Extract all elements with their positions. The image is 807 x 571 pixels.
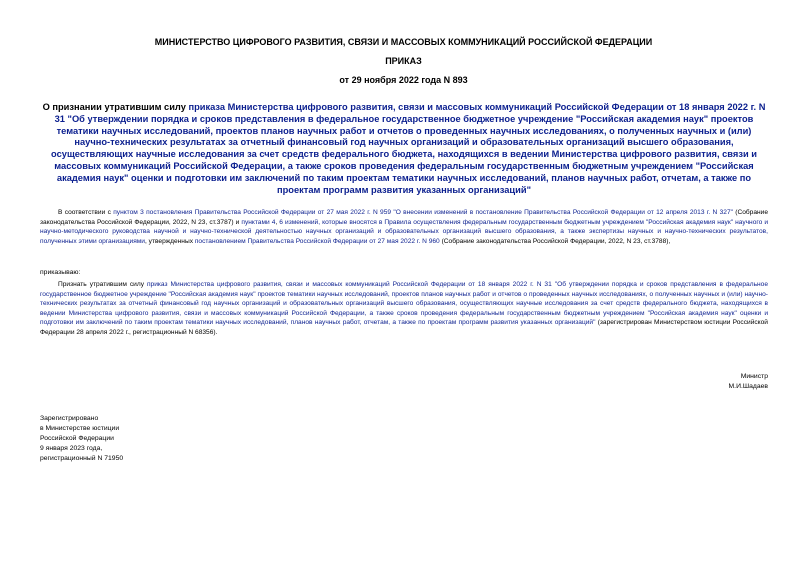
registration-line: регистрационный N 71950 (40, 455, 124, 462)
preamble-text-3: , (275, 218, 280, 226)
order-text-1: Признать утратившим силу (58, 281, 147, 288)
registration-block (40, 414, 123, 464)
title-link[interactable]: приказа Министерства цифрового развития, связи и массовых коммуникаций Российской Федерации от 18 января 2022 г. N 31 "Об утверждении порядка и сроков представления в федеральное государственное бюджетное учреждение "Российская академия наук" проектов тематики научных исследований, проектов планов научных работ и отчетов о проведенных научных исследованиях, о полученных научных и (или) научно-технических результатах за отчетный финансовый год научных организаций и образовательных организаций высшего образования, осуществляющих научные исследования за счет средств федерального бюджета, находящихся в ведении Министерства цифрового развития, связи и массовых коммуникаций Российской Федерации, а также сроков проведения федеральным государственным бюджетным учреждением "Российская академия наук" оценки и подготовки им заключений по таким проектам тематики научных исследований, планов научных работ, отчетам, а также по проектам программ развития указанных организаций" (51, 102, 766, 195)
document-title (40, 102, 768, 196)
preamble-paragraph (40, 208, 768, 246)
preamble-link-3[interactable]: 6 изменений, которые вносятся в Правила осуществления федеральным государственным бюджетным учреждением "Российская академия наук" научного и научно-методического руководства научной и научно-технической деятельностью научных организаций и образовательных организаций высшего образования, а также экспертизы научных и научно-технических результатов, полученных этими организациями (40, 218, 769, 245)
title-prefix: О признании утратившим силу (42, 102, 189, 112)
registration-line: 9 января 2023 года, (40, 445, 103, 452)
signature-position: Министр (740, 373, 768, 380)
date-number-heading: от 29 ноября 2022 года N 893 (339, 75, 468, 85)
registration-line: Зарегистрировано (40, 415, 99, 422)
registration-line: Российской Федерации (40, 435, 114, 442)
registration-line: в Министерстве юстиции (40, 425, 120, 432)
doc-type-heading: ПРИКАЗ (385, 56, 422, 66)
preamble-text-5: (Собрание законодательства Российской Федерации, 2022, N 23, ст.3788), (439, 237, 671, 245)
order-word: приказываю: (40, 269, 81, 276)
order-text-2: (зарегистрирован Министерством юстиции Российской Федерации 28 апреля 2022 г., регистрационный N 68356). (40, 319, 768, 336)
signature-name: М.И.Шадаев (728, 383, 768, 390)
ministry-heading: МИНИСТЕРСТВО ЦИФРОВОГО РАЗВИТИЯ, СВЯЗИ И МАССОВЫХ КОММУНИКАЦИЙ РОССИЙСКОЙ ФЕДЕРАЦИИ (154, 37, 653, 47)
preamble-link-2[interactable]: пунктами 4 (241, 218, 276, 226)
order-paragraph (40, 280, 768, 338)
preamble-link-4[interactable]: постановлением Правительства Российской Федерации от 27 мая 2022 г. N 960 (194, 237, 440, 245)
order-link[interactable]: приказ Министерства цифрового развития, связи и массовых коммуникаций Российской Федерации от 18 января 2022 г. N 31 "Об утверждении порядка и сроков представления в федеральное государственное бюджетное учреждение "Российская академия наук" проектов тематики научных исследований, проектов планов научных работ и отчетов о проведенных научных исследованиях, о полученных научных и (или) научно-технических результатах за отчетный финансовый год научных организаций и образовательных организаций высшего образования, осуществляющих научные исследования за счет средств федерального бюджета, находящихся в ведении Министерства цифрового развития, связи и массовых коммуникаций Российской Федерации, а также сроков проведения федеральным государственным бюджетным учреждением "Российская академия наук" оценки и подготовки им заключений по таким проектам тематики научных исследований, планов научных работ, отчетам, а также по проектам программ развития указанных организаций" (40, 281, 768, 327)
preamble-link-1[interactable]: пунктом 3 постановления Правительства Российской Федерации от 27 мая 2022 г. N 959 "О внесении изменений в постановление Правительства Российской Федерации от 12 апреля 2013 г. N 327" (113, 209, 733, 216)
preamble-text-4: , утвержденных (145, 237, 195, 245)
preamble-text-1: В соответствии с (58, 209, 114, 216)
preamble-text-2: (Собрание законодательства Российской Федерации, 2022, N 23, ст.3787) и (40, 209, 768, 226)
